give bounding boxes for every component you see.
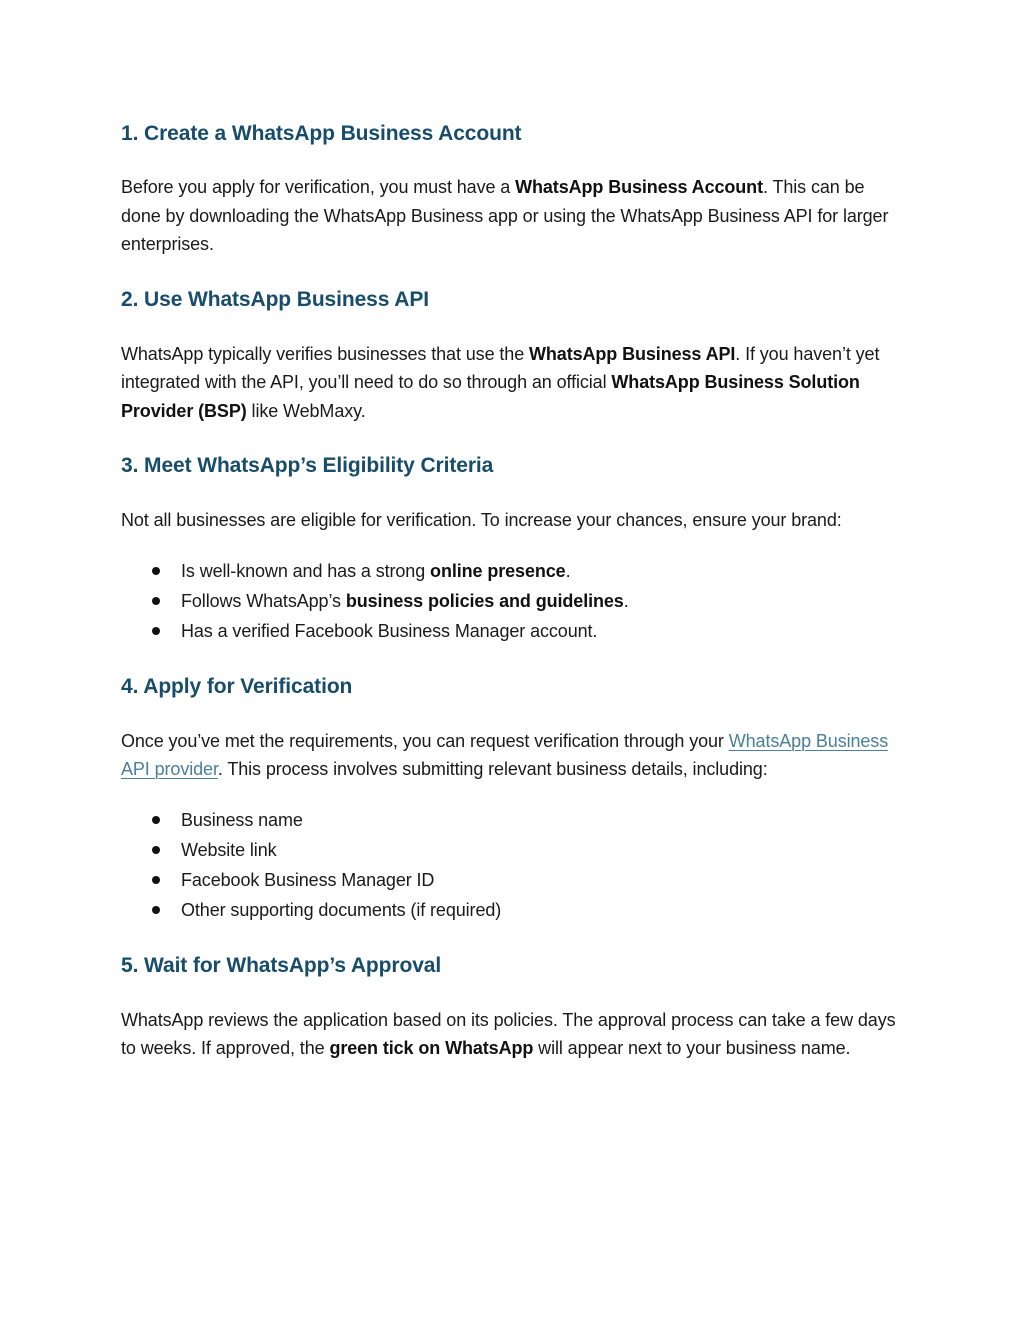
bullet-icon [152, 876, 160, 884]
api-provider-link[interactable]: WhatsApp Business API provider [121, 730, 889, 779]
paragraph-text: . This process involves submitting relevant business details, including: [217, 759, 768, 779]
list-item [121, 586, 901, 616]
paragraph-text: WhatsApp typically verifies businesses that use the [121, 343, 530, 364]
list-item-text: Business name [181, 809, 303, 830]
paragraph-text: . If you haven’t yet integrated with the API, you’ll need to do so through an official [121, 343, 880, 392]
list-item [121, 805, 901, 835]
list-item [121, 865, 901, 895]
list-item-text: Is well-known and has a strong [181, 560, 431, 581]
section-paragraph-create-account [121, 173, 901, 259]
paragraph-text: like WebMaxy. [246, 400, 366, 421]
bullet-icon [152, 816, 160, 824]
section-heading-approval: 5. Wait for WhatsApp’s Approval [121, 953, 442, 977]
eligibility-bullet-list [121, 556, 901, 646]
bullet-icon [152, 627, 160, 635]
paragraph-text: WhatsApp reviews the application based on its policies. The approval process can take a few days to weeks. If approved, the [121, 1009, 896, 1058]
section-paragraph-apply [121, 727, 901, 784]
section-heading-apply: 4. Apply for Verification [121, 674, 353, 698]
requirements-bullet-list [121, 805, 901, 925]
document-page [121, 118, 901, 1063]
paragraph-text: . This can be done by downloading the WhatsApp Business app or using the WhatsApp Business API for larger enterprises. [121, 177, 889, 254]
list-item [121, 835, 901, 865]
paragraph-text: Before you apply for verification, you must have a [121, 177, 516, 197]
section-heading-use-api: 2. Use WhatsApp Business API [121, 287, 429, 311]
list-item-text: Website link [181, 839, 277, 860]
bold-text: online presence [430, 560, 566, 581]
list-item [121, 895, 901, 925]
section-paragraph-eligibility [121, 506, 901, 535]
list-item-text: Other supporting documents (if required) [181, 899, 502, 920]
section-heading-create-account: 1. Create a WhatsApp Business Account [121, 122, 522, 145]
bullet-icon [152, 567, 160, 575]
bold-text: WhatsApp Business API [529, 343, 736, 364]
section-heading-eligibility: 3. Meet WhatsApp’s Eligibility Criteria [121, 454, 494, 477]
list-item-text: . [565, 560, 571, 581]
paragraph-text: Once you’ve met the requirements, you can request verification through your [121, 730, 729, 751]
section-paragraph-use-api [121, 340, 901, 426]
bold-text: WhatsApp Business Account [515, 177, 763, 197]
list-item-text: Facebook Business Manager ID [181, 869, 435, 890]
bullet-icon [152, 906, 160, 914]
paragraph-text: Not all businesses are eligible for verification. To increase your chances, ensure your brand: [121, 510, 842, 530]
list-item-text: Has a verified Facebook Business Manager account. [181, 620, 598, 641]
list-item-text: Follows WhatsApp’s [181, 590, 346, 611]
section-paragraph-approval [121, 1006, 901, 1063]
bullet-icon [152, 846, 160, 854]
bold-text: green tick on WhatsApp [329, 1038, 534, 1058]
list-item [121, 556, 901, 586]
paragraph-text: will appear next to your business name. [533, 1038, 851, 1058]
list-item-text: . [623, 590, 629, 611]
bold-text: business policies and guidelines [345, 590, 624, 611]
list-item [121, 616, 901, 646]
bullet-icon [152, 597, 160, 605]
bold-text: WhatsApp Business Solution Provider (BSP) [121, 372, 860, 421]
